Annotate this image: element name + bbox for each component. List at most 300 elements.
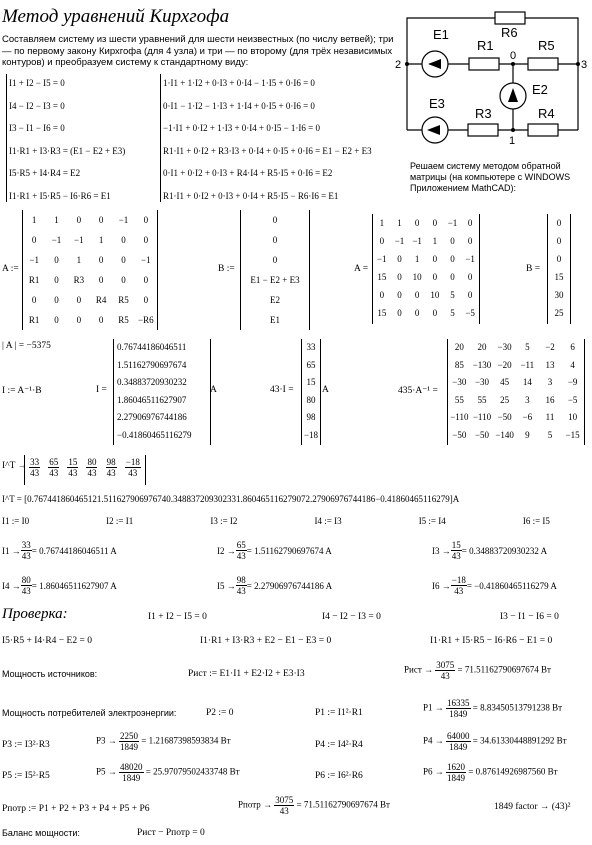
matrix-cell: 0 <box>556 236 562 246</box>
Ainv-matrix <box>447 339 585 445</box>
check-6: I1·R1 + I5·R5 − I6·R6 − E1 = 0 <box>430 636 553 646</box>
result-lhs: I5 → <box>217 580 236 591</box>
vector-cell: 80 <box>306 394 316 405</box>
label-e1: E1 <box>433 27 449 42</box>
p1-result <box>423 698 562 719</box>
numB-vector <box>547 214 571 324</box>
equation-line: I4 − I2 − I3 = 0 <box>9 100 65 111</box>
fraction <box>236 540 247 561</box>
vector-cell: 1.51162790697674 <box>117 359 187 370</box>
matrix-cell: 6 <box>570 342 575 352</box>
check-heading: Проверка: <box>2 606 68 622</box>
assignment: I6 := I5 <box>522 516 550 526</box>
fraction <box>119 731 139 752</box>
fraction <box>446 731 471 752</box>
matrix-cell: 0 <box>143 295 149 305</box>
matrix-cell: 10 <box>568 412 578 422</box>
check-1: I1 + I2 − I5 = 0 <box>148 612 207 622</box>
equation-line: R1·I1 + 0·I2 + R3·I3 + 0·I4 + 0·I5 + 0·I6 = E1 − E2 + E3 <box>163 145 372 156</box>
vector-cell: 1.86046511627907 <box>117 394 187 405</box>
result-lhs: I4 → <box>2 580 21 591</box>
fraction <box>435 660 455 681</box>
fraction <box>236 575 247 596</box>
p5-def: P5 := I5²·R5 <box>2 771 50 781</box>
result-lhs: P5 → <box>96 766 120 777</box>
numA-label: A = <box>354 264 369 274</box>
matrix-cell: 0 <box>556 254 562 264</box>
matrix-cell: 25 <box>554 308 564 318</box>
fraction <box>21 540 32 561</box>
fraction-denominator: 43 <box>454 586 464 596</box>
check-3: I3 − I1 − I6 = 0 <box>500 612 559 622</box>
factor: 1849 factor → (43)² <box>494 802 571 812</box>
fraction-numerator: 3075 <box>275 795 294 805</box>
check-2: I4 − I2 − I3 = 0 <box>322 612 381 622</box>
matrix-cell: −110 <box>450 412 469 422</box>
matrix-cell: 3 <box>547 377 553 387</box>
fraction-denominator: 43 <box>30 468 40 478</box>
fraction-denominator: 43 <box>128 468 138 478</box>
result-value: = 0.76744186046511 A <box>31 545 117 556</box>
p4-def: P4 := I4²·R4 <box>315 740 363 750</box>
matrix-cell: 0 <box>432 254 438 264</box>
vector-cell: 15 <box>306 377 316 387</box>
matrix-cell: −110 <box>472 412 492 422</box>
matrix-cell: 5 <box>547 429 553 440</box>
current-result <box>2 575 187 596</box>
matrix-cell: 85 <box>454 359 464 370</box>
result-value: = 1.51162790697674 A <box>246 545 332 556</box>
fraction-numerator: 15 <box>68 457 78 467</box>
result-lhs: P1 → <box>423 702 447 713</box>
matrix-cell: 0 <box>467 218 473 228</box>
matrix-cell: 0 <box>397 308 402 318</box>
matrix-cell: E1 − E2 + E3 <box>250 275 300 285</box>
fraction-numerator: 15 <box>451 540 461 550</box>
fraction-numerator: 65 <box>236 540 246 550</box>
matrix-cell: 20 <box>454 342 464 352</box>
matrix-cell: R5 <box>118 315 129 325</box>
fraction <box>119 762 144 783</box>
matrix-cell: 9 <box>525 429 530 440</box>
matrix-cell: 0 <box>76 295 82 305</box>
vector-cell: −0.41860465116279 <box>117 429 192 440</box>
matrix-cell: 0 <box>121 275 126 285</box>
matrix-cell: −6 <box>522 412 533 422</box>
fraction-denominator: 43 <box>440 671 450 681</box>
result-lhs: I1 → <box>2 545 21 556</box>
matrix-cell: 0 <box>121 235 126 245</box>
matrix-cell: 0 <box>121 255 126 265</box>
power-src-result <box>404 660 551 681</box>
matrix-cell: 1 <box>76 255 82 265</box>
matrix-cell: 16 <box>545 394 555 405</box>
determinant: | A | = −5375 <box>2 341 51 351</box>
symA-matrix <box>22 210 158 330</box>
matrix-cell: 11 <box>545 412 555 422</box>
I43-unit: A <box>322 385 329 395</box>
equation-line: I1·R1 + I3·R3 = (E1 − E2 + E3) <box>9 145 126 156</box>
matrix-cell: 4 <box>570 359 575 370</box>
matrix-cell: −1 <box>141 255 151 265</box>
matrix-cell: 0 <box>432 272 438 282</box>
matrix-cell: 0 <box>98 315 104 325</box>
matrix-cell: 0 <box>379 290 385 300</box>
matrix-cell: 0 <box>31 295 37 305</box>
balance-label: Баланс мощности: <box>2 828 80 838</box>
page-title: Метод уравнений Кирхгофа <box>2 6 230 27</box>
matrix-cell: 0 <box>54 315 59 325</box>
numA-matrix <box>372 214 480 324</box>
matrix-cell: −5 <box>567 394 578 405</box>
equation-line: −1·I1 + 0·I2 + 1·I3 + 0·I4 + 0·I5 − 1·I6 = 0 <box>163 123 320 133</box>
matrix-cell: −50 <box>474 429 490 440</box>
result-lhs: P6 → <box>423 766 447 777</box>
matrix-cell: 0 <box>98 255 104 265</box>
ppotr-result <box>238 795 390 816</box>
matrix-cell: R3 <box>73 275 85 285</box>
label-r4: R4 <box>538 106 555 121</box>
matrix-cell: −130 <box>472 359 492 370</box>
result-lhs: I2 → <box>217 545 236 556</box>
vector-cell: 0.34883720930232 <box>117 377 187 387</box>
fraction-numerator: 64000 <box>447 731 470 741</box>
matrix-cell: −30 <box>452 377 467 387</box>
fraction <box>29 457 40 478</box>
current-result <box>432 540 592 561</box>
fraction-denominator: 43 <box>279 806 289 816</box>
result-value: = 1.86046511627907 A <box>31 580 117 591</box>
matrix-cell: 0 <box>143 235 149 245</box>
fraction <box>451 540 462 561</box>
equation-line: 0·I1 + 0·I2 + 0·I3 + R4·I4 + R5·I5 + 0·I6 = E2 <box>163 168 333 178</box>
fraction <box>274 795 294 816</box>
result-value: = −0.41860465116279 A <box>466 580 557 591</box>
matrix-cell: 0 <box>556 218 562 228</box>
matrix-cell: −140 <box>495 429 514 440</box>
fraction-numerator: 48020 <box>120 762 143 772</box>
p6-result <box>423 762 558 783</box>
equation-line: 1·I1 + 1·I2 + 0·I3 + 0·I4 − 1·I5 + 0·I6 = 0 <box>163 78 315 88</box>
matrix-cell: −1 <box>51 235 62 245</box>
equation-line: I3 − I1 − I6 = 0 <box>9 123 65 133</box>
p5-result <box>96 762 240 783</box>
matrix-cell: 0 <box>397 290 402 300</box>
matrix-cell: −30 <box>497 342 512 352</box>
current-result <box>2 540 187 561</box>
symB-label: B := <box>218 264 235 274</box>
fraction-denominator: 43 <box>236 551 246 561</box>
vector-cell: 33 <box>306 342 316 352</box>
matrix-cell: 0 <box>379 236 385 246</box>
left-equations <box>9 72 125 207</box>
fraction-denominator: 1849 <box>447 773 466 783</box>
matrix-cell: 0 <box>272 235 278 245</box>
fraction <box>48 457 59 478</box>
matrix-cell: −5 <box>465 308 475 318</box>
IT-frac-row <box>24 455 146 485</box>
matrix-cell: 0 <box>54 275 59 285</box>
IT-row: I^T = [0.767441860465121.511627906976740.348837209302331.860465116279072.27906976744186−0.41860465116279]A <box>2 494 460 504</box>
fraction-numerator: 1620 <box>447 762 466 772</box>
power-src-def: Pист := E1·I1 + E2·I2 + E3·I3 <box>188 669 305 679</box>
fraction-denominator: 43 <box>87 468 97 478</box>
matrix-cell: 1 <box>414 254 420 264</box>
matrix-cell: 0 <box>450 236 455 246</box>
fraction <box>67 457 78 478</box>
matrix-cell: −2 <box>545 342 555 352</box>
result-lhs: Pист → <box>404 664 436 675</box>
p4-result <box>423 731 567 752</box>
matrix-cell: 0 <box>98 275 104 285</box>
matrix-cell: 20 <box>477 342 487 352</box>
vector-cell: 98 <box>306 412 316 422</box>
power-cons-label: Мощность потребителей электроэнергии: <box>2 708 177 718</box>
fraction <box>451 575 467 596</box>
fraction-numerator: 98 <box>106 457 116 467</box>
fraction-numerator: 80 <box>21 575 31 585</box>
label-e2: E2 <box>532 82 548 97</box>
equation-line: R1·I1 + 0·I2 + 0·I3 + 0·I4 + R5·I5 − R6·I6 = E1 <box>163 190 339 201</box>
fraction-numerator: −18 <box>125 457 140 467</box>
assignment: I3 := I2 <box>210 516 238 526</box>
fraction-denominator: 1849 <box>449 742 468 752</box>
node-1: 1 <box>509 135 516 147</box>
symB-vector <box>240 210 310 330</box>
fraction <box>446 762 466 783</box>
current-result <box>432 575 592 596</box>
currents-row-2 <box>2 575 592 596</box>
matrix-cell: 0 <box>54 295 59 305</box>
result-lhs: I6 → <box>432 580 451 591</box>
matrix-cell: 25 <box>500 394 510 405</box>
matrix-cell: 0 <box>467 236 473 246</box>
fraction-denominator: 1849 <box>120 742 139 752</box>
matrix-cell: 5 <box>450 308 455 318</box>
matrix-cell: 14 <box>522 377 532 387</box>
ppotr-def: Pпотр := P1 + P2 + P3 + P4 + P5 + P6 <box>2 804 150 814</box>
label-r1: R1 <box>477 38 494 53</box>
matrix-cell: 0 <box>272 255 278 265</box>
result-value: = 71.51162790697674 Вт <box>294 799 390 810</box>
matrix-cell: 0 <box>31 235 37 245</box>
result-value: = 34.61330448891292 Вт <box>470 735 567 746</box>
result-value: = 0.87614926987560 Вт <box>466 766 558 777</box>
matrix-cell: 0 <box>450 254 455 264</box>
matrix-cell: 45 <box>500 377 510 387</box>
current-result <box>217 575 402 596</box>
matrix-cell: R5 <box>118 295 129 305</box>
matrix-cell: 10 <box>430 290 440 300</box>
fraction-numerator: 33 <box>21 540 31 550</box>
matrix-cell: −30 <box>474 377 490 387</box>
method-note: Решаем систему методом обратной матрицы (на компьютере с WINDOWS Приложением MathCAD): <box>410 161 571 193</box>
currents-row-1 <box>2 540 592 561</box>
symA-label: A := <box>2 264 19 274</box>
fraction <box>21 575 32 596</box>
matrix-cell: 0 <box>467 272 473 282</box>
matrix-cell: 1 <box>432 236 438 246</box>
label-e3: E3 <box>429 96 445 111</box>
fraction-denominator: 43 <box>236 586 246 596</box>
matrix-cell: −50 <box>452 429 467 440</box>
numB-label: B = <box>526 264 541 274</box>
I43-label: 43·I = <box>270 385 294 395</box>
matrix-cell: −50 <box>497 412 512 422</box>
matrix-cell: E2 <box>270 295 280 305</box>
matrix-cell: 0 <box>397 254 402 264</box>
fraction <box>106 457 117 478</box>
fraction <box>86 457 97 478</box>
matrix-cell: −R6 <box>138 315 154 325</box>
matrix-cell: −20 <box>497 359 512 370</box>
matrix-cell: 0 <box>76 315 82 325</box>
node-2: 2 <box>395 59 402 71</box>
matrix-cell: −1 <box>118 215 129 225</box>
p3-def: P3 := I3²·R3 <box>2 740 50 750</box>
fraction-numerator: 33 <box>30 457 40 467</box>
matrix-cell: −1 <box>447 218 458 228</box>
assignment: I4 := I3 <box>314 516 342 526</box>
matrix-cell: 0 <box>143 275 149 285</box>
fraction-numerator: 80 <box>87 457 97 467</box>
check-4: I5·R5 + I4·R4 − E2 = 0 <box>2 636 92 646</box>
vector-cell: 2.27906976744186 <box>117 412 187 422</box>
fraction-denominator: 43 <box>106 468 116 478</box>
matrix-cell: 0 <box>432 308 438 318</box>
result-value: = 8.83450513791238 Вт <box>470 702 563 713</box>
matrix-cell: E1 <box>270 315 280 325</box>
vector-cell: 0.76744186046511 <box>117 342 187 352</box>
matrix-cell: 1 <box>379 218 385 228</box>
result-value: = 25.97079502433748 Вт <box>143 766 240 777</box>
fraction-numerator: 98 <box>236 575 246 585</box>
matrix-cell: 0 <box>414 308 420 318</box>
matrix-cell: −1 <box>74 235 84 245</box>
result-lhs: P4 → <box>423 735 447 746</box>
fraction-numerator: 3075 <box>436 660 455 670</box>
matrix-cell: 15 <box>554 272 564 282</box>
vector-cell: −18 <box>303 429 319 440</box>
matrix-cell: −9 <box>567 377 578 387</box>
matrix-cell: 0 <box>98 215 104 225</box>
equation-line: I1 + I2 − I5 = 0 <box>9 78 65 88</box>
balance: Pист − Pпотр = 0 <box>137 828 205 838</box>
matrix-cell: 0 <box>432 218 438 228</box>
matrix-cell: 3 <box>525 394 530 405</box>
result-lhs: P3 → <box>96 735 120 746</box>
fraction-numerator: 65 <box>49 457 59 467</box>
result-lhs: Pпотр → <box>238 799 275 810</box>
matrix-cell: 1 <box>397 218 402 228</box>
matrix-cell: 15 <box>377 308 387 318</box>
matrix-cell: 0 <box>54 255 59 265</box>
p6-def: P6 := I6²·R6 <box>315 771 363 781</box>
assignment: I5 := I4 <box>418 516 446 526</box>
matrix-cell: 0 <box>272 215 278 225</box>
matrix-cell: 1 <box>31 215 37 225</box>
node-0: 0 <box>510 50 517 62</box>
I43-vector <box>301 339 321 445</box>
check-5: I1·R1 + I3·R3 + E2 − E1 − E3 = 0 <box>200 636 332 646</box>
intro-text: Составляем систему из шести уравнений для шести неизвестных (по числу ветвей); три — по первому закону Кирхгофа (для 4 узла) и три — по второму (для трёх независимых контуров) и преобразуем систему к стандартному виду: <box>2 34 394 68</box>
matrix-cell: −1 <box>465 254 475 264</box>
matrix-cell: R4 <box>95 295 107 305</box>
matrix-cell: −15 <box>565 429 580 440</box>
matrix-cell: 5 <box>450 290 455 300</box>
matrix-cell: 30 <box>554 290 564 300</box>
assignment: I2 := I1 <box>106 516 134 526</box>
matrix-cell: R1 <box>28 275 40 285</box>
matrix-cell: 1 <box>98 235 104 245</box>
right-equations <box>163 72 372 207</box>
matrix-cell: −1 <box>29 255 39 265</box>
fraction-denominator: 1849 <box>122 773 141 783</box>
matrix-cell: −1 <box>412 236 422 246</box>
matrix-cell: 55 <box>477 394 487 405</box>
matrix-cell: 0 <box>414 290 420 300</box>
fraction-denominator: 43 <box>68 468 78 478</box>
p1-def: P1 := I1²·R1 <box>315 708 363 718</box>
fraction-denominator: 1849 <box>449 709 468 719</box>
result-value: = 71.51162790697674 Вт <box>455 664 551 675</box>
Ainv-label: 435·A⁻¹ = <box>398 386 438 396</box>
label-r6: R6 <box>501 25 518 40</box>
label-r5: R5 <box>538 38 555 53</box>
p3-result <box>96 731 231 752</box>
equation-line: I1·R1 + I5·R5 − I6·R6 = E1 <box>9 190 111 201</box>
matrix-cell: 0 <box>414 218 420 228</box>
I-unit: A <box>210 385 217 395</box>
fraction <box>446 698 471 719</box>
matrix-cell: R1 <box>28 315 40 325</box>
I-vector <box>113 339 211 445</box>
result-value: = 1.21687398593834 Вт <box>139 735 231 746</box>
fraction-numerator: 2250 <box>120 731 139 741</box>
matrix-cell: 55 <box>454 394 464 405</box>
fraction-numerator: −18 <box>451 575 466 585</box>
power-src-label: Мощность источников: <box>2 669 98 679</box>
fraction-denominator: 43 <box>21 586 31 596</box>
fraction-denominator: 43 <box>451 551 461 561</box>
matrix-cell: 0 <box>450 272 455 282</box>
matrix-cell: 10 <box>412 272 422 282</box>
matrix-cell: 0 <box>467 290 473 300</box>
assignments <box>2 516 590 526</box>
result-lhs: I3 → <box>432 545 451 556</box>
matrix-cell: 15 <box>377 272 387 282</box>
matrix-cell: 5 <box>525 342 530 352</box>
matrix-cell: 13 <box>545 359 555 370</box>
fraction-denominator: 43 <box>21 551 31 561</box>
result-value: = 0.34883720930232 A <box>461 545 548 556</box>
matrix-cell: 0 <box>397 272 402 282</box>
IT-frac-label: I^T → <box>2 461 28 471</box>
I-definition: I := A⁻¹·B <box>2 386 42 396</box>
matrix-cell: −11 <box>520 359 535 370</box>
I-label: I = <box>96 385 107 395</box>
fraction <box>125 457 141 478</box>
matrix-cell: 0 <box>143 215 149 225</box>
node-3: 3 <box>581 59 588 71</box>
matrix-cell: 1 <box>54 215 59 225</box>
current-result <box>217 540 402 561</box>
result-value: = 2.27906976744186 A <box>246 580 333 591</box>
vector-cell: 65 <box>306 359 316 370</box>
label-r3: R3 <box>475 106 492 121</box>
equation-line: 0·I1 − 1·I2 − 1·I3 + 1·I4 + 0·I5 + 0·I6 = 0 <box>163 100 315 111</box>
matrix-cell: −1 <box>377 254 387 264</box>
